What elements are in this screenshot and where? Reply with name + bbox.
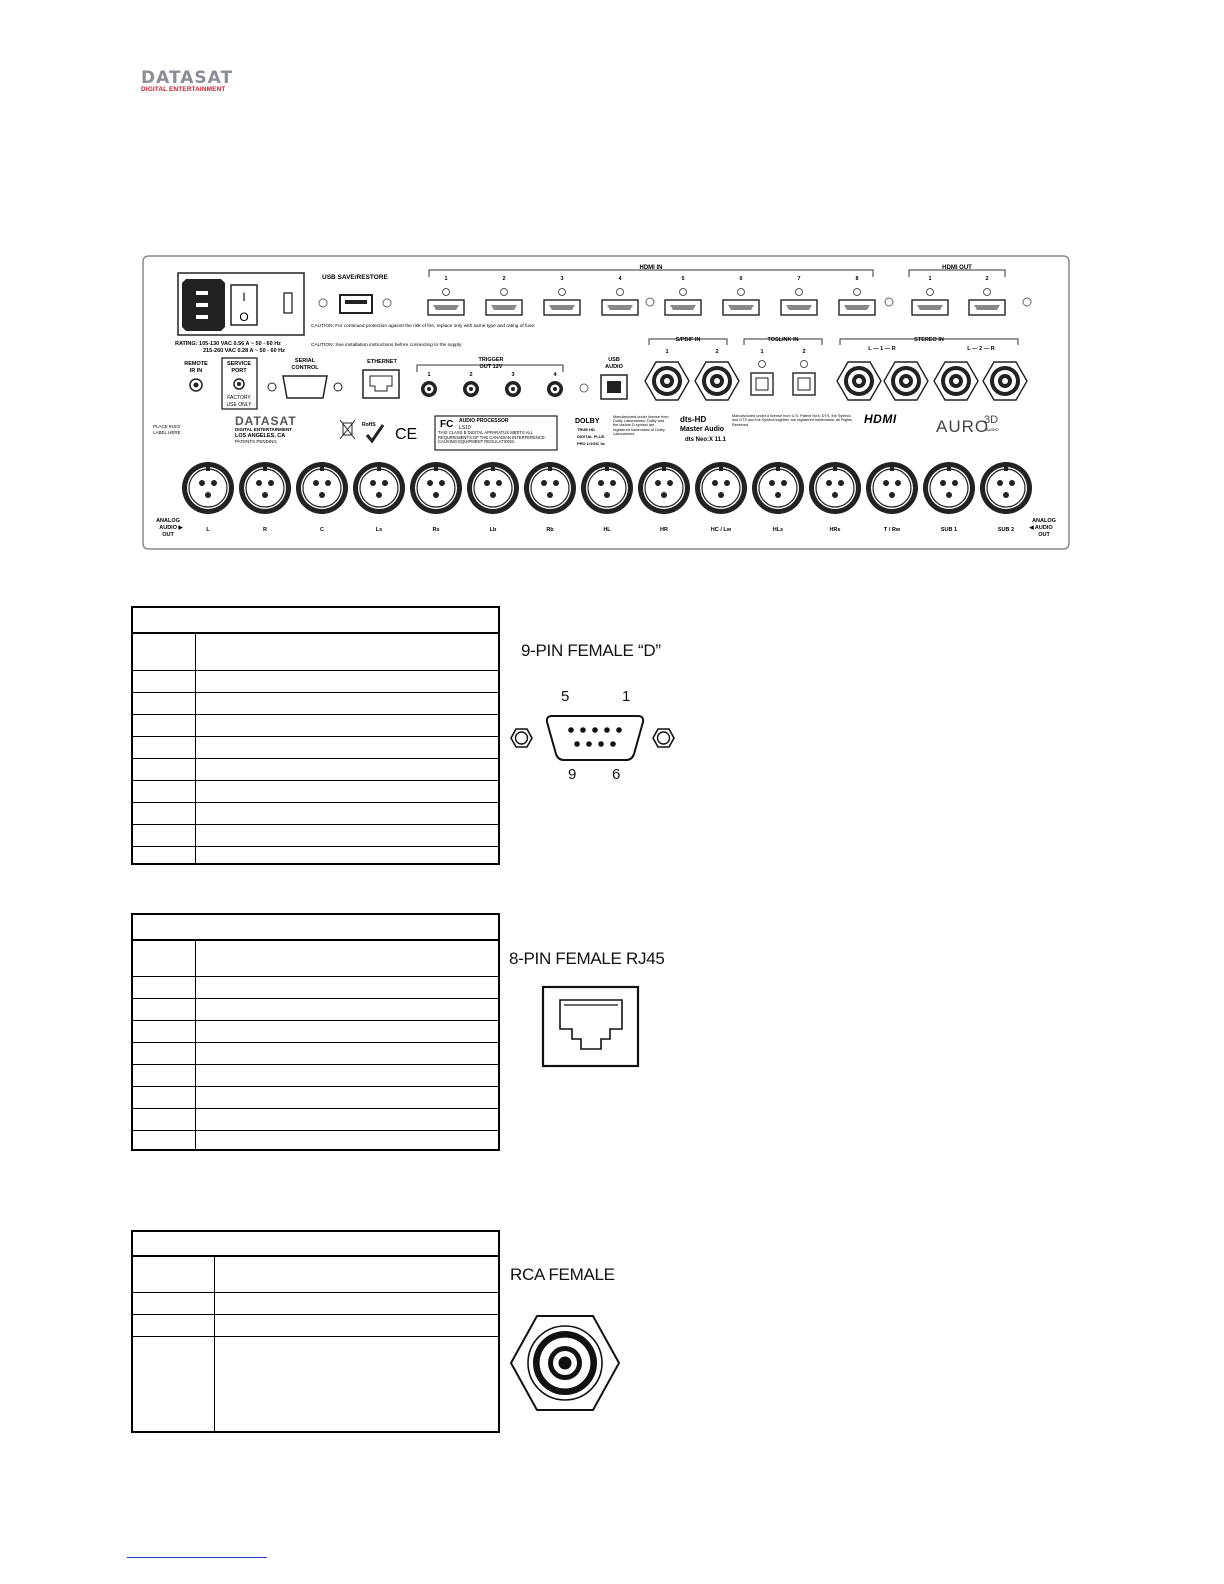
xlr-connector-icon (524, 462, 576, 514)
dts-hd-logo: dts-HD (680, 415, 707, 424)
hdmi-logo: HDMI (864, 412, 897, 426)
table-row (133, 671, 498, 693)
usb-a-port-icon (340, 295, 372, 313)
logo-tagline: DIGITAL ENTERTAINMENT (141, 86, 226, 93)
hdmi-port-icon (969, 300, 1005, 315)
table-row (133, 1315, 498, 1337)
dts-master-audio: Master Audio (680, 426, 725, 433)
screw-icon (1023, 298, 1031, 306)
led-icon (617, 289, 624, 296)
serial-pinout-table (131, 606, 500, 865)
xlr-channel-label: Rb (546, 527, 554, 533)
footer-link-underline[interactable] (127, 1557, 267, 1558)
dts-neo: dts Neo:X 11.1 (685, 437, 727, 443)
toslink-port-number: 1 (760, 349, 764, 355)
fcc-text-block (438, 431, 555, 450)
factory-label-2: USE ONLY (226, 402, 252, 408)
table-row (133, 693, 498, 715)
fcc-product-title: AUDIO PROCESSOR (459, 418, 509, 424)
hdmi-in-port-number: 3 (560, 276, 564, 282)
xlr-channel-label: SUB 1 (940, 527, 958, 533)
hdmi-port-icon (602, 300, 638, 315)
rj45-connector-svg (540, 984, 642, 1070)
toslink-in-label: TOSLINK IN (767, 337, 799, 343)
switch-on-label: I (242, 290, 246, 304)
hdmi-out-label: HDMI OUT (942, 265, 972, 271)
hdmi-port-icon (665, 300, 701, 315)
led-icon (559, 289, 566, 296)
table-header (133, 915, 498, 941)
analog-left-1: ANALOG (156, 518, 180, 524)
xlr-connector-icon (866, 462, 918, 514)
ethernet-pinout-table (131, 913, 500, 1151)
auro-sub: AUDIO (986, 427, 999, 432)
rj45-connector-title: 8-PIN FEMALE RJ45 (509, 949, 665, 968)
xlr-channel-label: HL (603, 527, 611, 533)
place-label-2: LABEL HERE (153, 430, 181, 435)
dolby-sub-3: PRO LOGIC IIz (577, 441, 605, 446)
xlr-connector-icon (182, 462, 234, 514)
rca-pinout-table (131, 1230, 500, 1433)
hdmi-in-port-number: 7 (797, 276, 801, 282)
analog-left-3: OUT (162, 532, 174, 538)
xlr-connector-icon (581, 462, 633, 514)
xlr-connector-icon (467, 462, 519, 514)
spdif-port-number: 1 (665, 349, 669, 355)
switch-off-label: O (239, 310, 249, 324)
fcc-product-model: LS10 (459, 425, 471, 431)
panel-brand-sub: DIGITAL ENTERTAINMENT (235, 427, 292, 432)
dolby-text: Manufactured under license from Dolby Laboratories. Dolby and the double-D symbol are registered trademarks of Dolby Laboratories. (613, 415, 669, 436)
pin-label-9: 9 (568, 766, 577, 783)
table-row (133, 977, 498, 999)
rohs-label: RoHS (362, 422, 376, 428)
trigger-port-number: 4 (553, 372, 557, 378)
stereo-in-label: STEREO IN (914, 337, 944, 343)
led-icon (680, 289, 687, 296)
usb-audio-label-1: USB (608, 357, 620, 363)
pin-label-6: 6 (612, 766, 621, 783)
hdmi-port-icon (912, 300, 948, 315)
analog-right-1: ANALOG (1032, 518, 1056, 524)
xlr-channel-label: SUB 2 (997, 527, 1015, 533)
screw-icon (646, 298, 654, 306)
hdmi-in-port-number: 1 (444, 276, 448, 282)
led-icon (801, 361, 808, 368)
xlr-channel-label: HRs (829, 527, 841, 533)
rating-line2: 215-260 VAC 0.28 A ~ 50 - 60 Hz (203, 348, 285, 354)
xlr-connector-icon (410, 462, 462, 514)
hdmi-port-icon (486, 300, 522, 315)
xlr-connector-icon (695, 462, 747, 514)
xlr-connector-icon (923, 462, 975, 514)
xlr-connector-icon (239, 462, 291, 514)
dsub-connector-svg (508, 688, 684, 784)
table-row (133, 781, 498, 803)
xlr-channel-label: Ls (375, 527, 383, 533)
xlr-channel-label: C (320, 527, 324, 533)
panel-brand-city: LOS ANGELES, CA (235, 433, 286, 439)
table-column-header-row (133, 634, 498, 671)
table-header (133, 608, 498, 634)
service-port-label-1: SERVICE (226, 361, 252, 367)
spdif-port-number: 2 (715, 349, 719, 355)
xlr-channel-label: Lb (489, 527, 497, 533)
dsub-connector-figure (508, 688, 684, 784)
table-row (133, 1131, 498, 1151)
rear-panel-diagram (141, 255, 1071, 551)
panel-brand: DATASAT (235, 414, 297, 428)
toslink-port-icon (793, 373, 815, 395)
usb-b-port-icon (601, 375, 627, 399)
remote-ir-label-1: REMOTE (184, 361, 208, 367)
hex-nut-icon (511, 729, 532, 747)
table-column-header-row (133, 1257, 498, 1293)
table-row (133, 737, 498, 759)
fcc-icon: FC (440, 419, 454, 430)
hdmi-out-port-number: 1 (928, 276, 932, 282)
rca-connector-figure (508, 1312, 622, 1414)
caution-text-2: CAUTION: See installation instructions before connecting to the supply (311, 343, 462, 348)
led-icon (984, 289, 991, 296)
analog-left-2: AUDIO ▶ (159, 525, 183, 531)
serial-control-label-2: CONTROL (291, 365, 319, 371)
caution-text-1: CAUTION: For continued protection against the risk of fire, replace only with same type and rating of fuse: (311, 324, 536, 329)
xlr-channel-label: HC / Lw (710, 527, 732, 533)
xlr-connector-icon (809, 462, 861, 514)
table-row (133, 1021, 498, 1043)
table-row (133, 1043, 498, 1065)
trigger-jack-icon (547, 381, 563, 397)
led-icon (501, 289, 508, 296)
led-icon (927, 289, 934, 296)
hdmi-in-port-number: 4 (618, 276, 622, 282)
trigger-label-2: OUT 12V (479, 364, 503, 370)
led-icon (854, 289, 861, 296)
hdmi-port-icon (781, 300, 817, 315)
table-row (133, 999, 498, 1021)
hdmi-port-icon (839, 300, 875, 315)
dts-text-block (732, 414, 852, 450)
table-row (133, 1293, 498, 1315)
led-icon (443, 289, 450, 296)
place-label-1: PLACE INSO (153, 424, 181, 429)
analog-right-2: ◀ AUDIO (1029, 525, 1053, 531)
ethernet-port-icon (363, 370, 399, 398)
dolby-sub-2: DIGITAL PLUS (577, 434, 605, 439)
stereo-group-2-label: L — 2 — R (967, 346, 995, 352)
xlr-connector-icon (296, 462, 348, 514)
rca-connector-title: RCA FEMALE (510, 1265, 615, 1284)
hdmi-port-icon (428, 300, 464, 315)
table-row (133, 825, 498, 847)
ethernet-label: ETHERNET (367, 359, 397, 365)
hdmi-in-port-number: 5 (681, 276, 685, 282)
led-icon (796, 289, 803, 296)
xlr-channel-label: L (206, 527, 210, 533)
datasat-logo (141, 70, 241, 94)
xlr-connector-icon (980, 462, 1032, 514)
pin-label-1: 1 (622, 688, 631, 705)
spdif-in-label: S/PDIF IN (675, 337, 701, 343)
toslink-port-icon (751, 373, 773, 395)
rear-panel-svg (141, 255, 1071, 551)
remote-ir-label-2: IR IN (189, 368, 203, 374)
serial-control-label-1: SERIAL (294, 358, 316, 364)
panel-brand-patents: PATENTS PENDING (235, 439, 277, 444)
power-inlet (178, 273, 304, 335)
xlr-channel-label: R (263, 527, 267, 533)
ce-mark: CE (395, 426, 418, 443)
table-row (133, 1065, 498, 1087)
table-column-header-row (133, 941, 498, 977)
rating-line1: RATING: 105-130 VAC 0.56 A ~ 50 - 60 Hz (175, 341, 281, 347)
table-header (133, 1232, 498, 1257)
xlr-connector-icon (353, 462, 405, 514)
fcc-text: THIS CLASS B DIGITAL APPARATUS MEETS ALL REQUIREMENTS OF THE CANADIAN INTERFERENCE-CAUSING EQUIPMENT REGULATIONS. (438, 431, 547, 445)
xlr-channel-label: T / Rw (883, 527, 901, 533)
stereo-group-1-label: L — 1 — R (868, 346, 896, 352)
dolby-sub-1: TRUE HD (577, 427, 595, 432)
trigger-label-1: TRIGGER (478, 357, 504, 363)
led-icon (738, 289, 745, 296)
hdmi-out-port-number: 2 (985, 276, 989, 282)
dsub-shell-icon (547, 716, 643, 760)
usb-audio-label-2: AUDIO (605, 364, 623, 370)
trigger-port-number: 2 (469, 372, 473, 378)
xlr-channel-label: Rs (432, 527, 440, 533)
led-icon (759, 361, 766, 368)
hdmi-in-label: HDMI IN (639, 265, 663, 271)
logo-wordmark: DATASAT (141, 68, 234, 88)
hdmi-port-icon (544, 300, 580, 315)
usb-save-restore-label: USB SAVE/RESTORE (322, 274, 388, 281)
service-port-label-2: PORT (231, 368, 247, 374)
table-row (133, 847, 498, 865)
table-row (133, 759, 498, 781)
rca-connector-svg (508, 1312, 622, 1414)
table-row (133, 1337, 498, 1433)
pin-label-5: 5 (561, 688, 570, 705)
screw-icon (885, 298, 893, 306)
auro-logo: AURO (936, 417, 990, 436)
dts-text: Manufactured under a license from U.S. Patent No's: DTS, the Symbol, and DTS and the Symbol together are registered trademarks. All Rights Reserved. (732, 414, 852, 427)
screw-icon (580, 384, 588, 392)
rca-center-pin-icon (559, 1357, 572, 1370)
dolby-text-block (613, 415, 669, 449)
trigger-port-number: 1 (427, 372, 431, 378)
rj45-connector-figure (540, 984, 642, 1070)
trigger-jack-icon (421, 381, 437, 397)
table-row (133, 803, 498, 825)
hdmi-in-port-number: 8 (855, 276, 859, 282)
factory-label-1: FACTORY (227, 395, 251, 401)
analog-right-3: OUT (1038, 532, 1050, 538)
table-row (133, 1109, 498, 1131)
dolby-logo: DOLBY (575, 418, 600, 425)
trigger-jack-icon (463, 381, 479, 397)
fuse-holder-icon (284, 293, 292, 313)
toslink-port-number: 2 (802, 349, 806, 355)
auro-3d: 3D (984, 414, 999, 426)
trigger-jack-icon (505, 381, 521, 397)
xlr-channel-label: HLs (772, 527, 784, 533)
hdmi-port-icon (723, 300, 759, 315)
hex-nut-icon (653, 729, 674, 747)
table-row (133, 1087, 498, 1109)
xlr-connector-icon (638, 462, 690, 514)
table-row (133, 715, 498, 737)
screw-icon (319, 299, 327, 307)
xlr-connector-icon (752, 462, 804, 514)
trigger-port-number: 3 (511, 372, 515, 378)
screw-icon (383, 299, 391, 307)
dsub-connector-title: 9-PIN FEMALE “D” (521, 641, 661, 660)
xlr-channel-label: HR (660, 527, 668, 533)
hdmi-in-port-number: 6 (739, 276, 743, 282)
hdmi-in-port-number: 2 (502, 276, 506, 282)
